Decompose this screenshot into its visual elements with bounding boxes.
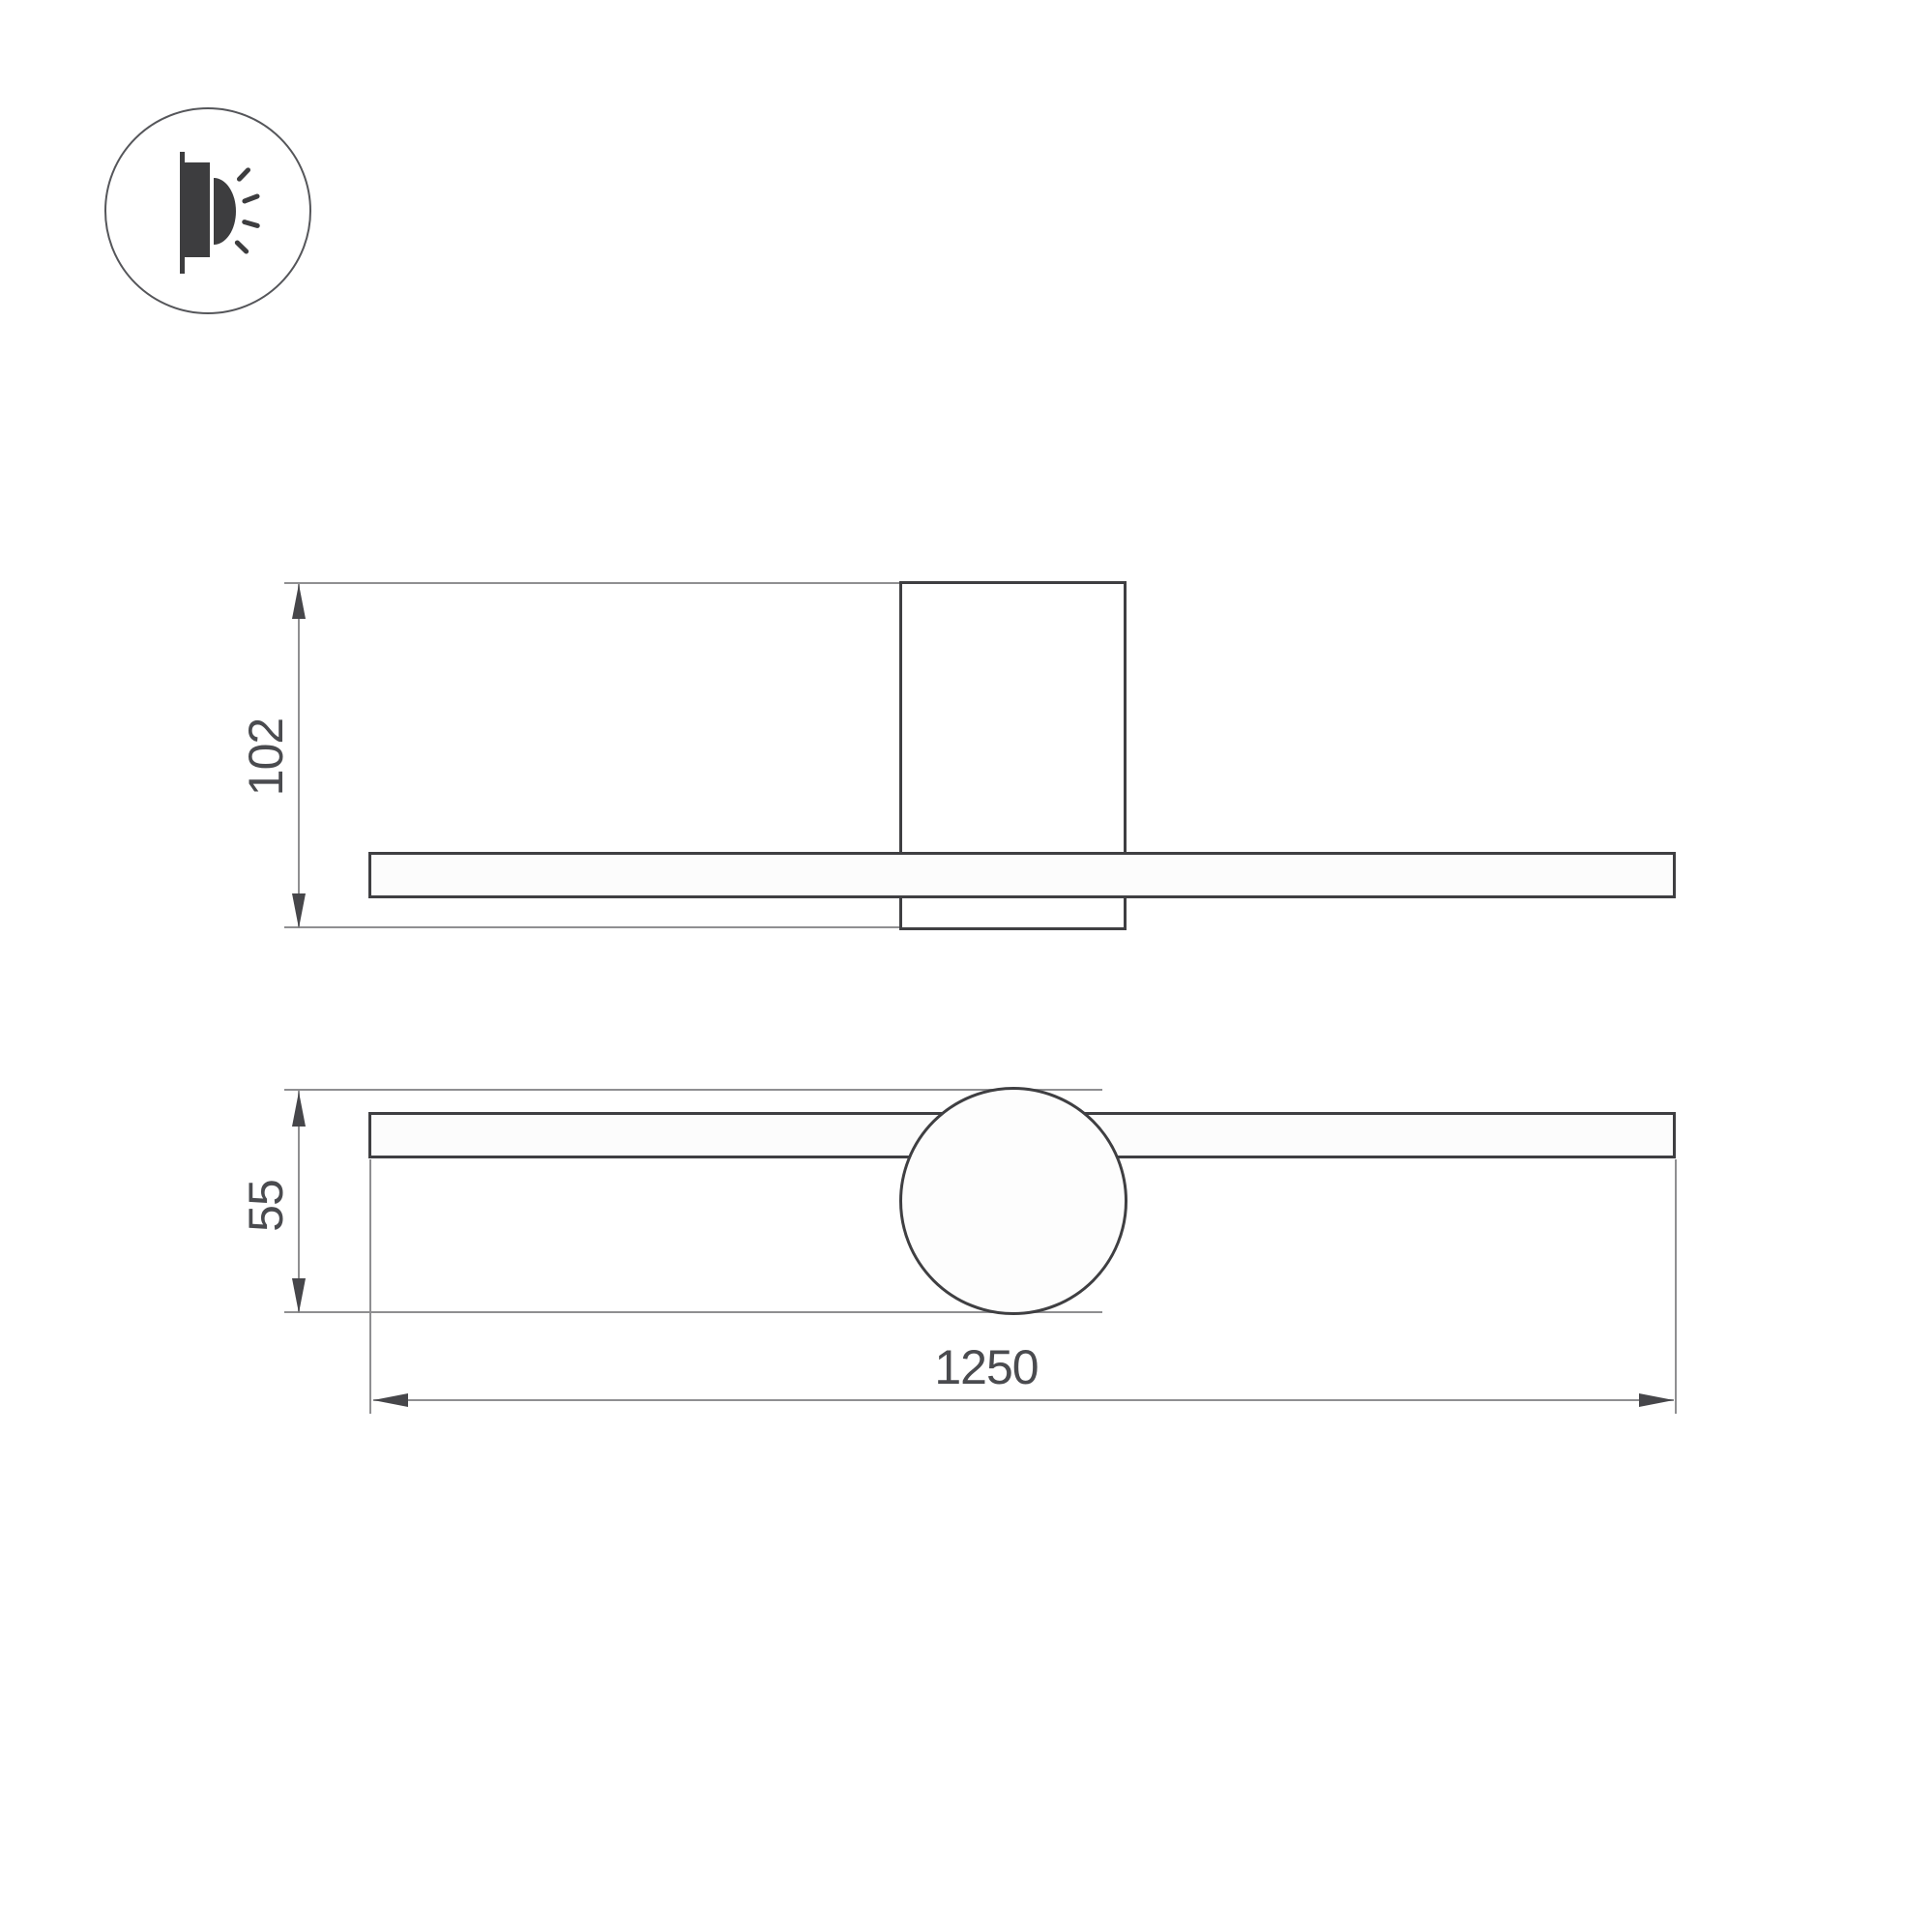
arrowhead <box>292 1278 306 1313</box>
light-bar-side <box>368 852 1676 898</box>
arrowhead <box>1639 1393 1674 1407</box>
arrowhead <box>292 1092 306 1127</box>
dimension-line <box>298 584 300 926</box>
dimension-value-55: 55 <box>239 1180 293 1232</box>
lamp-body-icon <box>185 162 210 257</box>
extension-line <box>369 1159 371 1414</box>
round-canopy-front <box>899 1087 1127 1315</box>
extension-line <box>284 1089 1102 1091</box>
extension-line <box>284 926 901 928</box>
extension-line <box>284 582 901 584</box>
dimension-value-1250: 1250 <box>934 1340 1039 1394</box>
arrowhead <box>373 1393 408 1407</box>
arrowhead <box>292 584 306 619</box>
arrowhead <box>292 893 306 928</box>
extension-line <box>1675 1159 1677 1414</box>
extension-line <box>284 1311 1102 1313</box>
dimension-line <box>373 1399 1674 1401</box>
dimension-value-102: 102 <box>239 717 293 797</box>
